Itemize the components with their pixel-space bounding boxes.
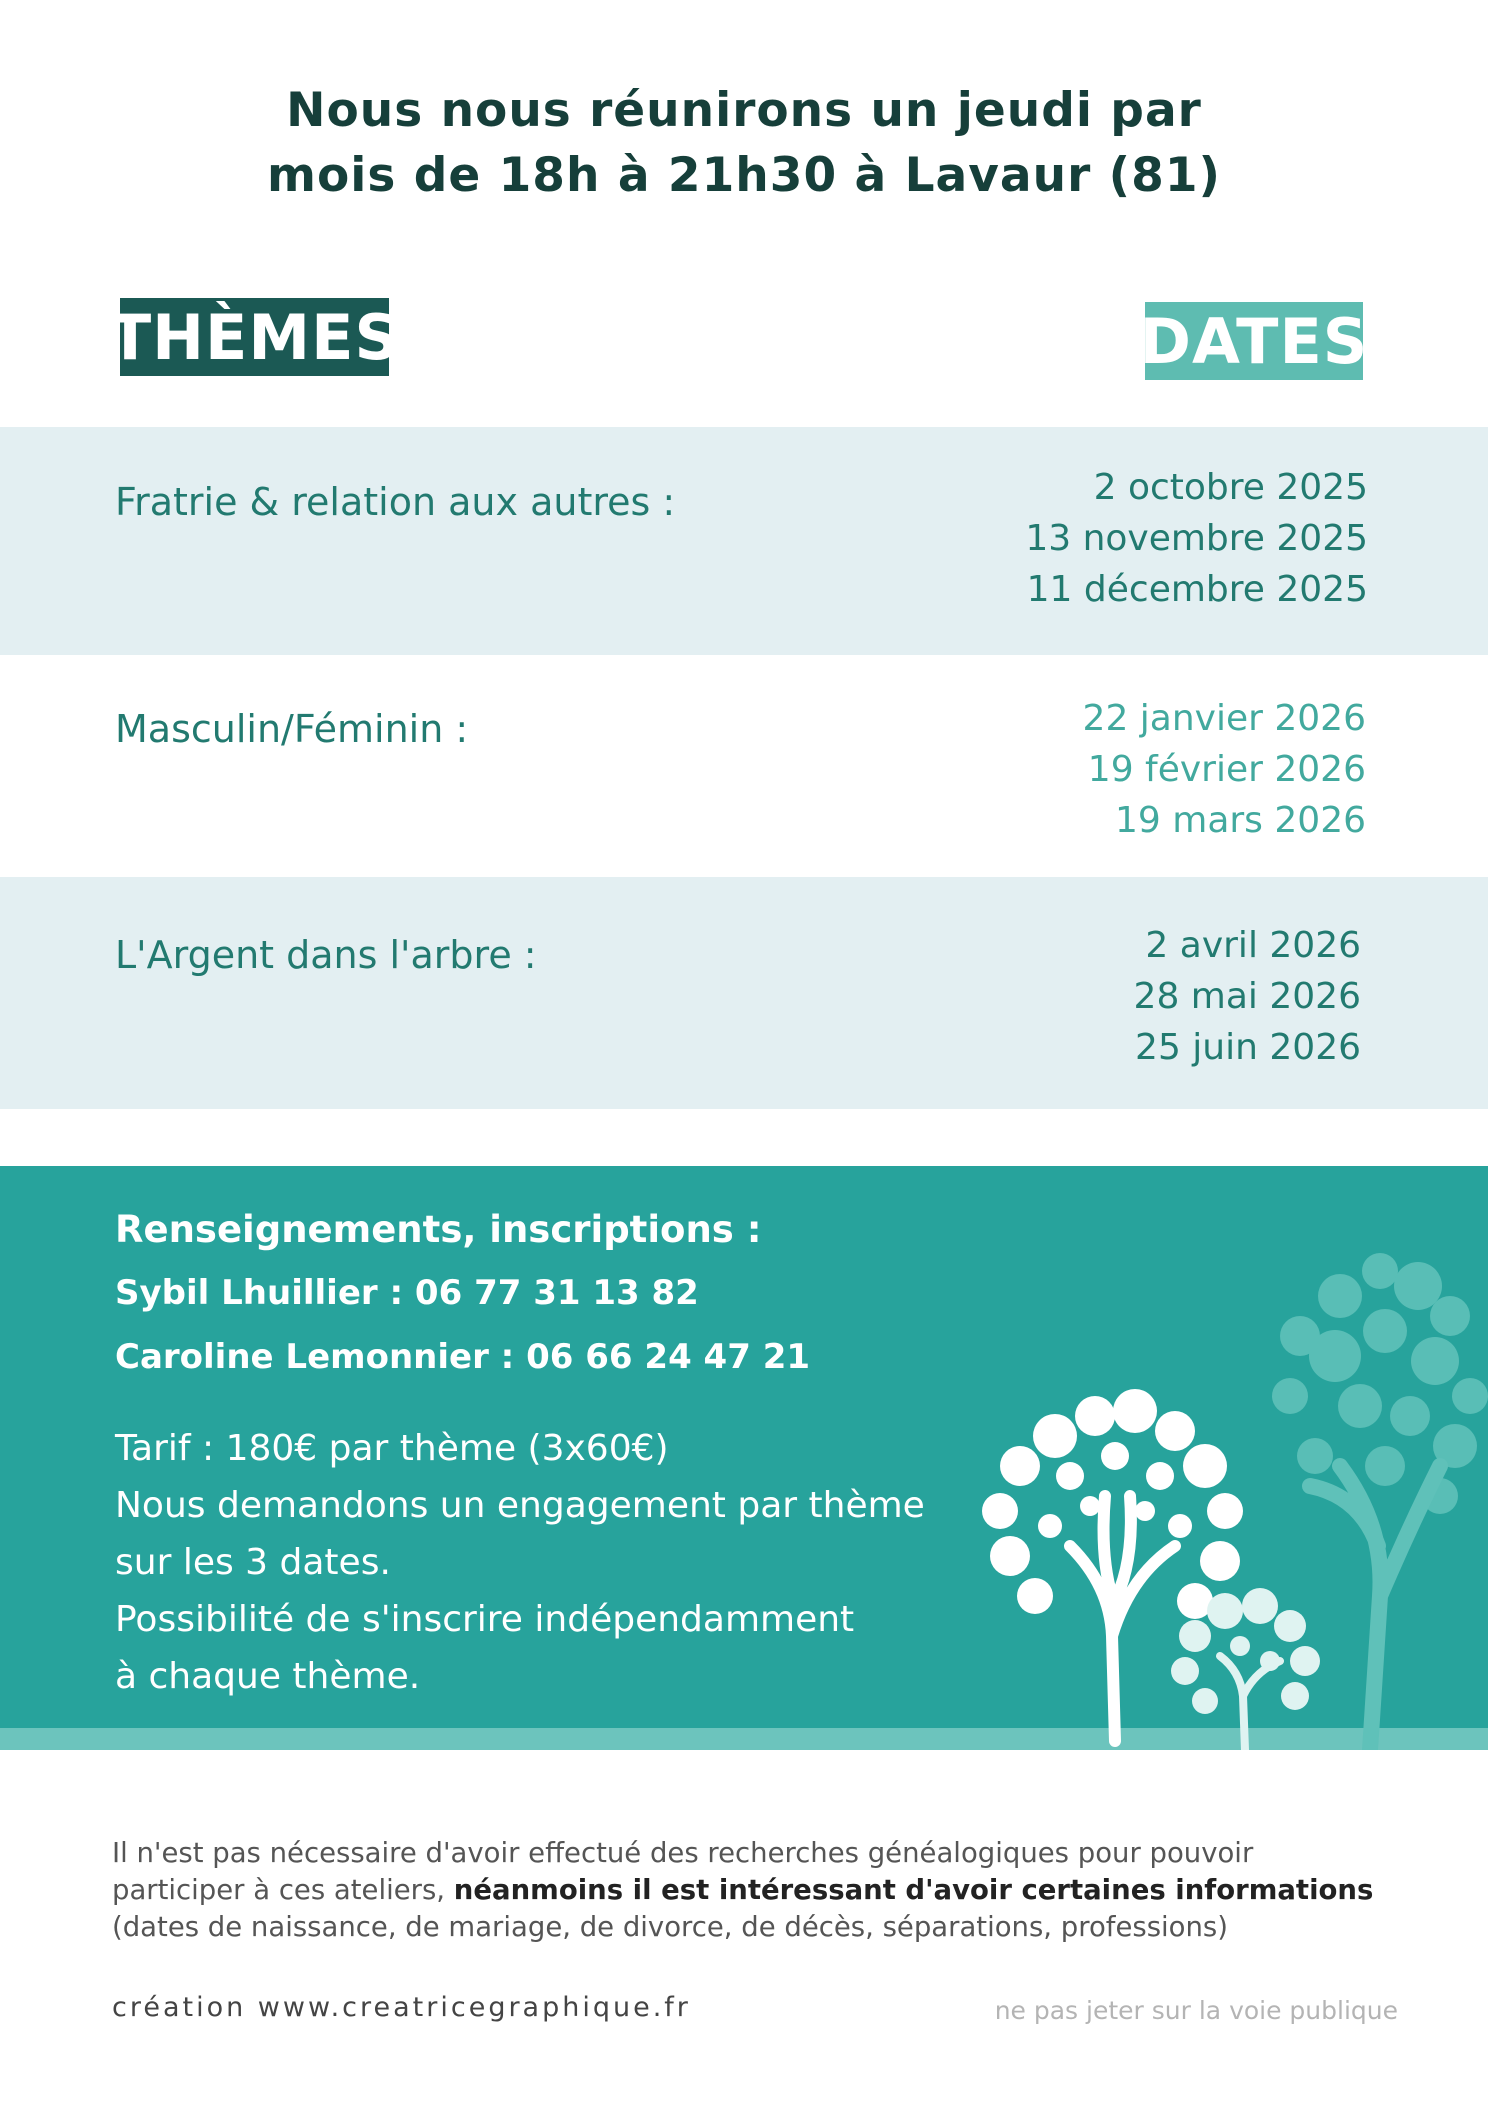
date-item: 2 avril 2026 [1145, 925, 1361, 966]
date-item: 28 mai 2026 [1133, 976, 1361, 1017]
note-line-3: (dates de naissance, de mariage, de divorce, de décès, séparations, professions) [112, 1911, 1228, 1943]
info-title: Renseignements, inscriptions : [115, 1208, 762, 1251]
note-line-2 [112, 1872, 1394, 1909]
note-line-2-emphasis: néanmoins il est intéressant d'avoir certaines informations [453, 1874, 1374, 1906]
prerequisite-note [112, 1835, 1394, 1946]
page-headline [0, 78, 1488, 208]
headline-line-1: Nous nous réunirons un jeudi par [286, 83, 1202, 138]
themes-tag: THÈMES [120, 298, 389, 376]
theme-dates-3 [1134, 920, 1361, 1073]
contact-caroline: Caroline Lemonnier : 06 66 24 47 21 [115, 1337, 811, 1377]
tarif-line: Possibilité de s'inscrire indépendamment [115, 1599, 855, 1640]
dates-tag: DATES [1145, 302, 1363, 380]
theme-dates-2 [1083, 693, 1366, 846]
tarif-line: sur les 3 dates. [115, 1542, 391, 1583]
headline-line-2: mois de 18h à 21h30 à Lavaur (81) [267, 148, 1221, 203]
theme-dates-1 [1025, 462, 1368, 615]
theme-label-2: Masculin/Féminin : [115, 707, 469, 751]
tarif-line: à chaque thème. [115, 1656, 421, 1697]
date-item: 22 janvier 2026 [1082, 698, 1366, 739]
date-item: 11 décembre 2025 [1026, 569, 1368, 610]
date-item: 19 février 2026 [1087, 749, 1366, 790]
date-item: 19 mars 2026 [1115, 800, 1366, 841]
tarif-block [115, 1420, 925, 1705]
designer-credit: création www.creatricegraphique.fr [112, 1992, 691, 2023]
note-line-1: Il n'est pas nécessaire d'avoir effectué des recherches généalogiques pour pouvoir [112, 1837, 1254, 1869]
contact-sybil: Sybil Lhuillier : 06 77 31 13 82 [115, 1273, 699, 1313]
tree-illustration [940, 1166, 1488, 1750]
tarif-line: Tarif : 180€ par thème (3x60€) [115, 1428, 669, 1469]
tarif-line: Nous demandons un engagement par thème [115, 1485, 925, 1526]
theme-label-3: L'Argent dans l'arbre : [115, 933, 537, 977]
theme-label-1: Fratrie & relation aux autres : [115, 480, 676, 524]
disposal-notice: ne pas jeter sur la voie publique [994, 1996, 1398, 2025]
date-item: 2 octobre 2025 [1093, 467, 1368, 508]
date-item: 13 novembre 2025 [1025, 518, 1368, 559]
date-item: 25 juin 2026 [1135, 1027, 1361, 1068]
note-line-2-start: participer à ces ateliers, [112, 1874, 454, 1906]
